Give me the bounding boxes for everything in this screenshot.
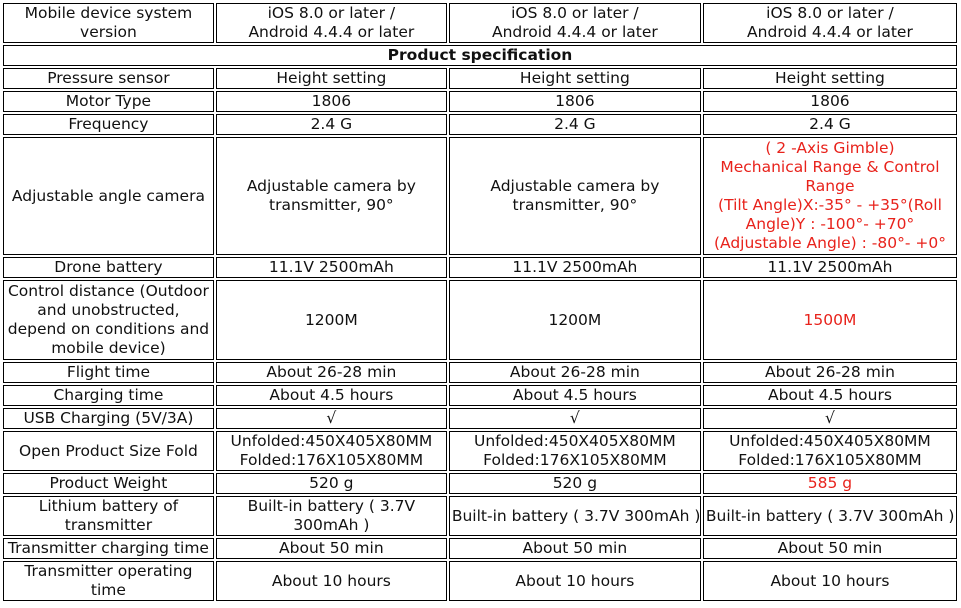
spec-cell: iOS 8.0 or later / Android 4.4.4 or later xyxy=(449,3,701,43)
spec-cell: 1806 xyxy=(449,91,701,112)
spec-row-transmitter-operating xyxy=(3,561,957,601)
spec-cell: iOS 8.0 or later / Android 4.4.4 or later xyxy=(216,3,447,43)
spec-cell: Built-in battery ( 3.7V 300mAh ) xyxy=(449,496,701,536)
row-label: Charging time xyxy=(3,385,214,406)
spec-cell: √ xyxy=(449,408,701,429)
spec-cell: √ xyxy=(216,408,447,429)
row-label: Lithium battery of transmitter xyxy=(3,496,214,536)
row-label: Open Product Size Fold xyxy=(3,431,214,471)
spec-row-transmitter-charging xyxy=(3,538,957,559)
spec-cell-highlight: 585 g xyxy=(703,473,957,494)
row-label: Pressure sensor xyxy=(3,68,214,89)
spec-cell: 2.4 G xyxy=(703,114,957,135)
spec-cell: About 10 hours xyxy=(216,561,447,601)
spec-cell: About 50 min xyxy=(449,538,701,559)
spec-row-product-weight xyxy=(3,473,957,494)
spec-cell: 2.4 G xyxy=(449,114,701,135)
spec-cell: About 26-28 min xyxy=(216,362,447,383)
spec-row-control-distance xyxy=(3,280,957,360)
spec-cell: 520 g xyxy=(216,473,447,494)
row-label: Adjustable angle camera xyxy=(3,137,214,255)
spec-cell: 1200M xyxy=(216,280,447,360)
row-label: Mobile device system version xyxy=(3,3,214,43)
row-label: Motor Type xyxy=(3,91,214,112)
spec-cell: 2.4 G xyxy=(216,114,447,135)
spec-cell: 520 g xyxy=(449,473,701,494)
spec-cell: Built-in battery ( 3.7V 300mAh ) xyxy=(703,496,957,536)
spec-cell: 1806 xyxy=(216,91,447,112)
product-spec-table xyxy=(1,1,959,603)
spec-cell: 1200M xyxy=(449,280,701,360)
spec-row-motor-type xyxy=(3,91,957,112)
section-header-row xyxy=(3,45,957,66)
spec-cell: About 50 min xyxy=(216,538,447,559)
spec-cell: √ xyxy=(703,408,957,429)
spec-cell: iOS 8.0 or later / Android 4.4.4 or later xyxy=(703,3,957,43)
spec-cell-highlight: ( 2 -Axis Gimble) Mechanical Range & Control Range (Tilt Angle)X:-35° - +35°(Roll Angle)Y : -100°- +70° (Adjustable Angle) : -80°- +0° xyxy=(703,137,957,255)
spec-cell: About 4.5 hours xyxy=(703,385,957,406)
spec-row-pressure-sensor xyxy=(3,68,957,89)
section-title: Product specification xyxy=(3,45,957,66)
row-label: Drone battery xyxy=(3,257,214,278)
row-label: Transmitter charging time xyxy=(3,538,214,559)
spec-cell: About 4.5 hours xyxy=(449,385,701,406)
spec-cell: Unfolded:450X405X80MM Folded:176X105X80MM xyxy=(449,431,701,471)
row-label: Transmitter operating time xyxy=(3,561,214,601)
spec-row-mobile-system xyxy=(3,3,957,43)
row-label: Frequency xyxy=(3,114,214,135)
spec-cell: Unfolded:450X405X80MM Folded:176X105X80MM xyxy=(216,431,447,471)
spec-row-drone-battery xyxy=(3,257,957,278)
spec-row-product-size xyxy=(3,431,957,471)
row-label: USB Charging (5V/3A) xyxy=(3,408,214,429)
spec-row-transmitter-battery xyxy=(3,496,957,536)
spec-cell: Adjustable camera by transmitter, 90° xyxy=(216,137,447,255)
row-label: Control distance (Outdoor and unobstructed, depend on conditions and mobile device) xyxy=(3,280,214,360)
spec-cell: Height setting xyxy=(449,68,701,89)
spec-cell: 11.1V 2500mAh xyxy=(449,257,701,278)
spec-row-charging-time xyxy=(3,385,957,406)
spec-row-usb-charging xyxy=(3,408,957,429)
spec-row-camera xyxy=(3,137,957,255)
spec-cell: 1806 xyxy=(703,91,957,112)
spec-cell: About 26-28 min xyxy=(703,362,957,383)
spec-cell: About 4.5 hours xyxy=(216,385,447,406)
spec-cell: Height setting xyxy=(216,68,447,89)
spec-cell: About 50 min xyxy=(703,538,957,559)
spec-cell: Adjustable camera by transmitter, 90° xyxy=(449,137,701,255)
spec-cell: About 26-28 min xyxy=(449,362,701,383)
spec-row-frequency xyxy=(3,114,957,135)
spec-cell: About 10 hours xyxy=(449,561,701,601)
spec-row-flight-time xyxy=(3,362,957,383)
spec-cell: Unfolded:450X405X80MM Folded:176X105X80MM xyxy=(703,431,957,471)
spec-cell: 11.1V 2500mAh xyxy=(703,257,957,278)
spec-cell: Height setting xyxy=(703,68,957,89)
spec-cell: About 10 hours xyxy=(703,561,957,601)
row-label: Product Weight xyxy=(3,473,214,494)
spec-cell: 11.1V 2500mAh xyxy=(216,257,447,278)
spec-cell-highlight: 1500M xyxy=(703,280,957,360)
row-label: Flight time xyxy=(3,362,214,383)
spec-cell: Built-in battery ( 3.7V 300mAh ) xyxy=(216,496,447,536)
